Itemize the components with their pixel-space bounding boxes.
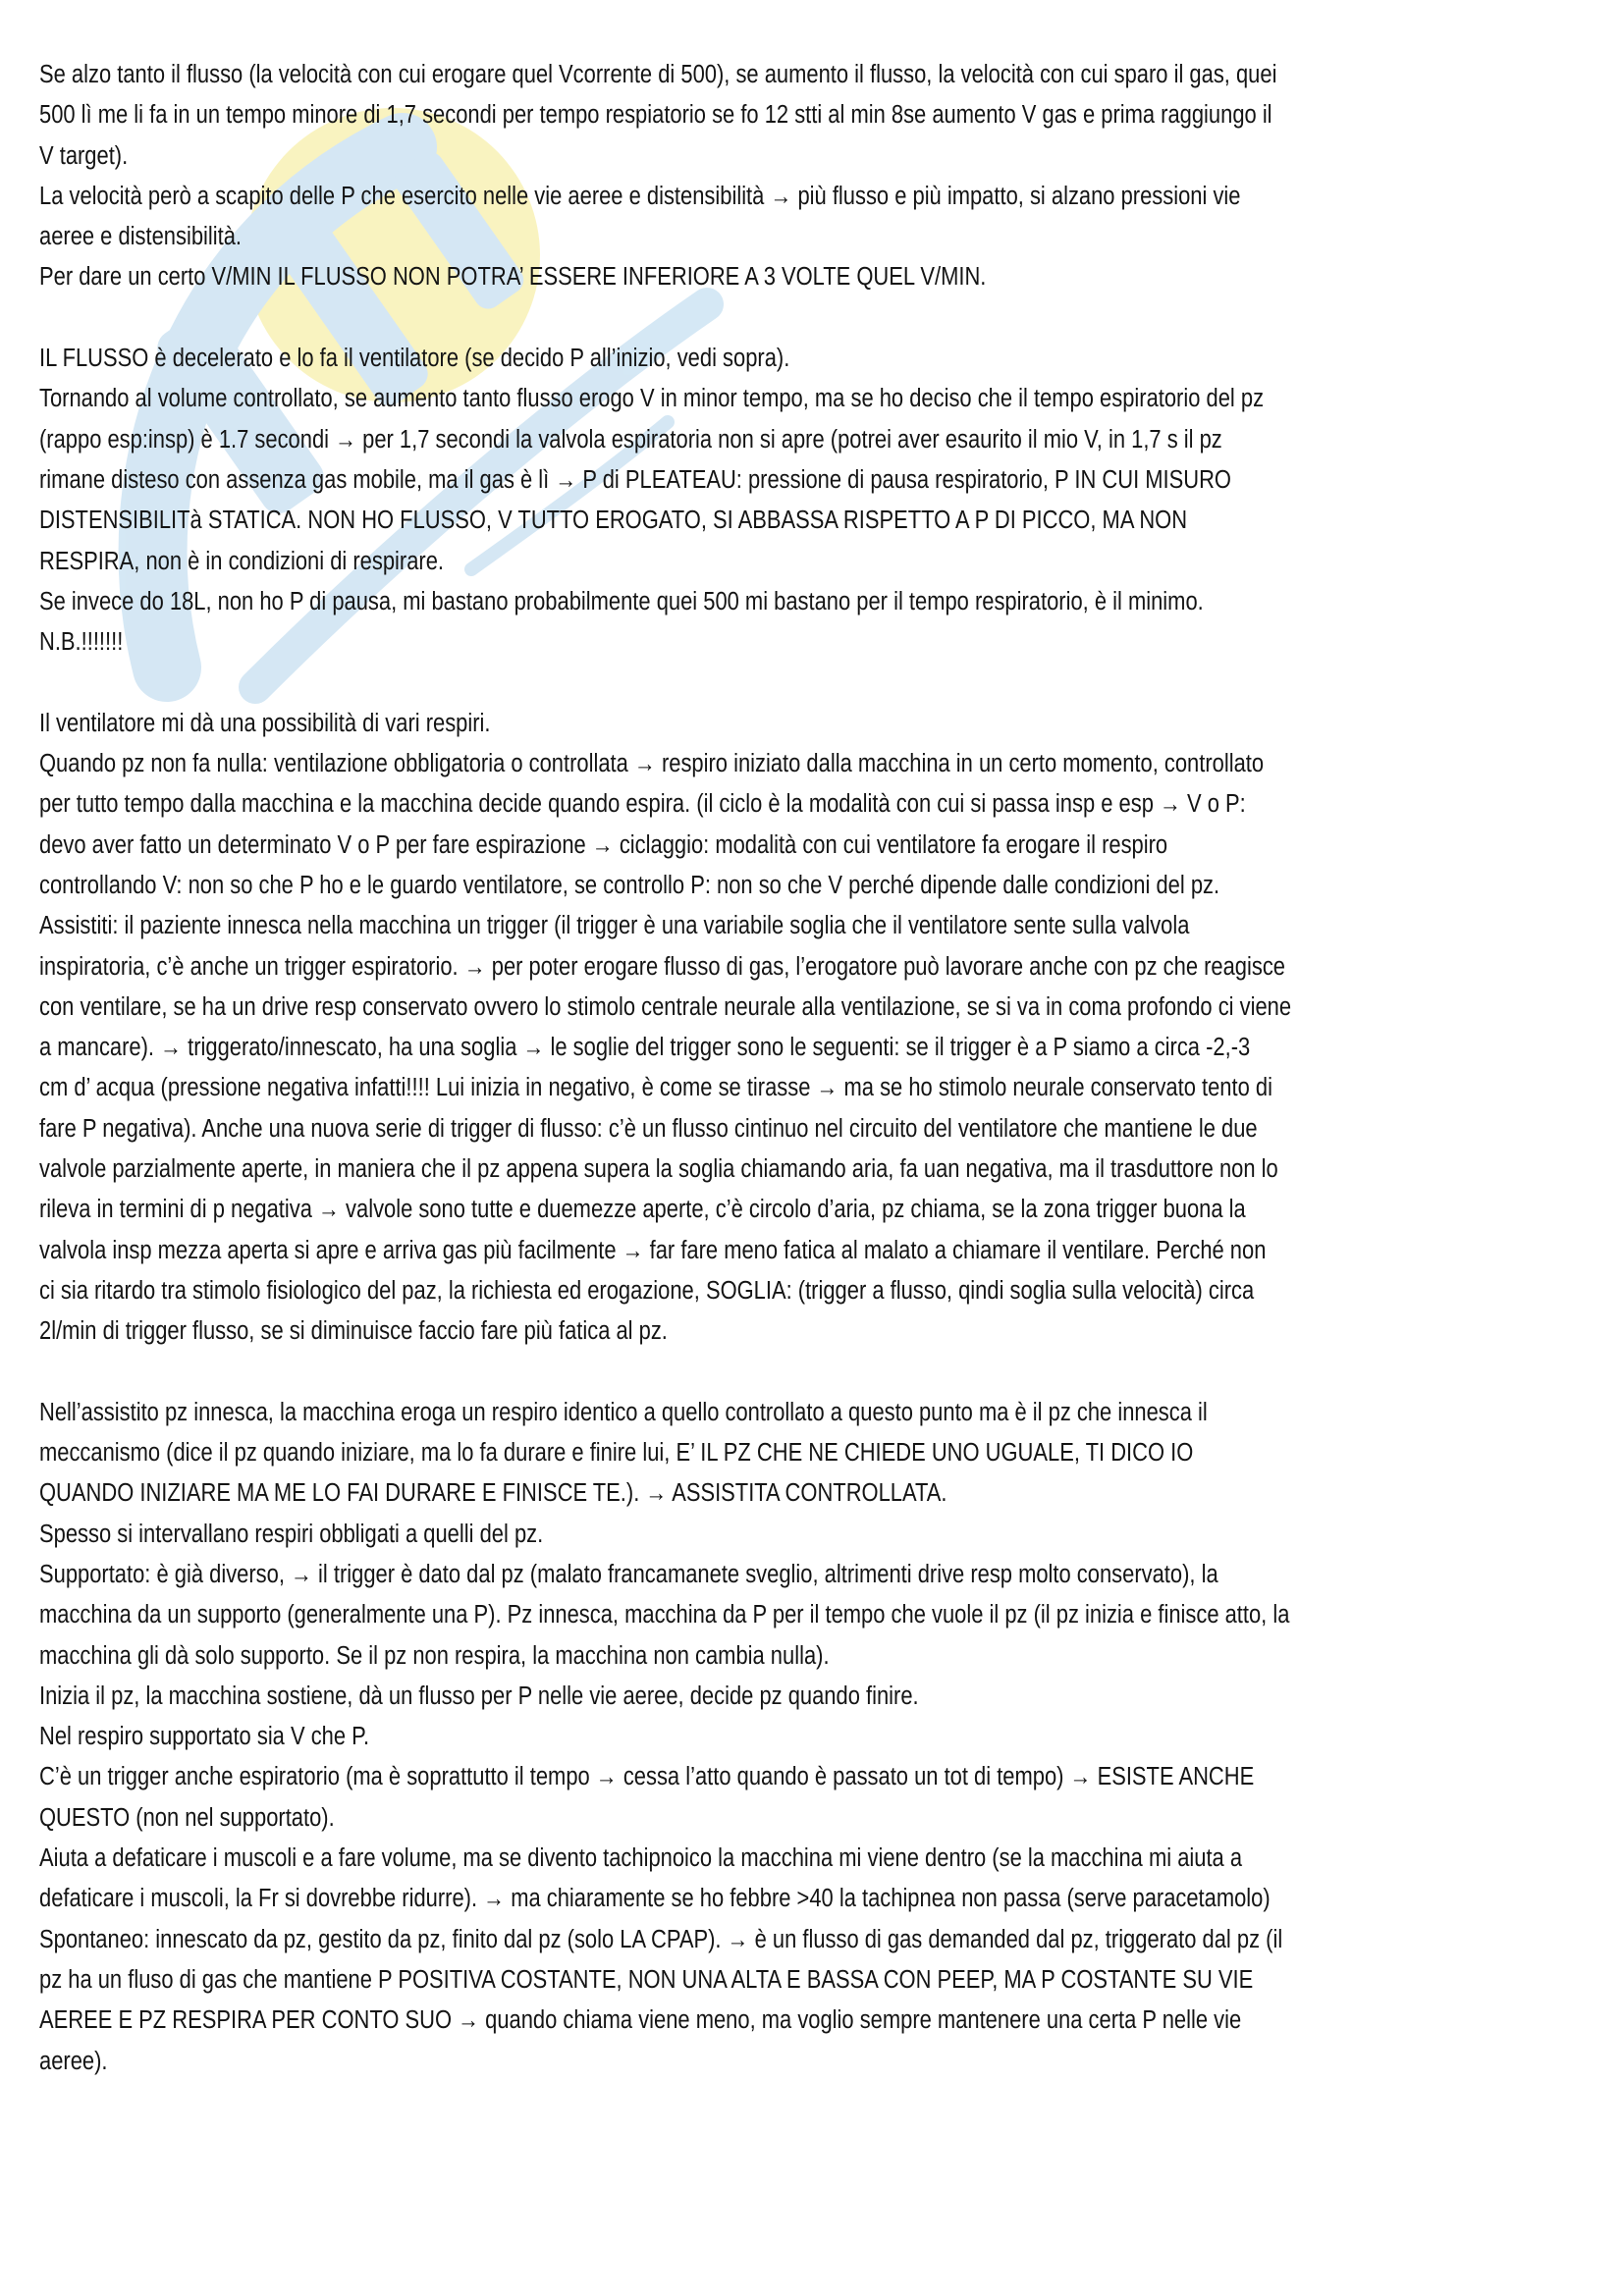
text-line: Il ventilatore mi dà una possibilità di vari respiri. (39, 709, 491, 737)
text-line: devo aver fatto un determinato V o P per fare espirazione → ciclaggio: modalità con cui ventilatore fa erogare il respiro (39, 830, 1168, 859)
text-line: Se invece do 18L, non ho P di pausa, mi bastano probabilmente quei 500 mi bastano per il tempo respiratorio, è il minimo. (39, 587, 1204, 615)
text-line: macchina da un supporto (generalmente una P). Pz innesca, macchina da P per il tempo che vuole il pz (il pz inizia e finisce atto, la (39, 1601, 1290, 1629)
text-line: rileva in termini di p negativa → valvole sono tutte e duemezze aperte, c’è circolo d’aria, pz chiama, se la zona trigger buona la (39, 1196, 1246, 1224)
text-line: cm d’ acqua (pressione negativa infatti!!!! Lui inizia in negativo, è come se tirasse → ma se ho stimolo neurale conservato tento di (39, 1074, 1272, 1102)
text-line: macchina gli dà solo supporto. Se il pz non respira, la macchina non cambia nulla). (39, 1641, 830, 1670)
blank-line (39, 663, 1289, 703)
text-line: Assistiti: il paziente innesca nella macchina un trigger (il trigger è una variabile soglia che il ventilatore sente sulla valvola (39, 912, 1190, 940)
text-line: defaticare i muscoli, la Fr si dovrebbe ridurre). → ma chiaramente se ho febbre >40 la tachipnea non passa (serve paracetamolo) (39, 1885, 1271, 1913)
text-line: valvole parzialmente aperte, in maniera che il pz appena supera la soglia chiamando aria, fa uan negativa, ma il trasduttore non lo (39, 1155, 1278, 1184)
text-line: inspiratoria, c’è anche un trigger espiratorio. → per poter erogare flusso di gas, l’erogatore può lavorare anche con pz che reagisce (39, 952, 1285, 981)
text-line: con ventilare, se ha un drive resp conservato ovvero lo stimolo centrale neurale alla ventilazione, se si va in coma profondo ci viene (39, 992, 1292, 1021)
text-line: RESPIRA, non è in condizioni di respirare. (39, 547, 445, 575)
text-line: Spontaneo: innescato da pz, gestito da pz, finito dal pz (solo LA CPAP). → è un flusso di gas demanded dal pz, triggerato dal pz (il (39, 1925, 1283, 1953)
text-line: IL FLUSSO è decelerato e lo fa il ventilatore (se decido P all’inizio, vedi sopra). (39, 345, 790, 373)
text-line: valvola insp mezza aperta si apre e arriva gas più facilmente → far fare meno fatica al malato a chiamare il ventilare. Perché non (39, 1236, 1267, 1264)
text-line: QUESTO (non nel supportato). (39, 1803, 335, 1832)
text-line: aeree). (39, 2047, 108, 2075)
text-line: Nel respiro supportato sia V che P. (39, 1723, 370, 1751)
text-line: fare P negativa). Anche una nuova serie di trigger di flusso: c’è un flusso cintinuo nel circuito del ventilatore che mantiene le due (39, 1114, 1258, 1143)
text-line: AEREE E PZ RESPIRA PER CONTO SUO → quando chiama viene meno, ma voglio sempre mantenere una certa P nelle vie (39, 2006, 1242, 2035)
text-line: N.B.!!!!!!! (39, 628, 124, 657)
blank-line (39, 1353, 1289, 1393)
text-line: per tutto tempo dalla macchina e la macchina decide quando espira. (il ciclo è la modalità con cui si passa insp e esp → V o P: (39, 790, 1246, 819)
text-line: Se alzo tanto il flusso (la velocità con cui erogare quel Vcorrente di 500), se aumento il flusso, la velocità con cui sparo il gas, quei (39, 61, 1277, 88)
text-line: Quando pz non fa nulla: ventilazione obbligatoria o controllata → respiro iniziato dalla macchina in un certo momento, controllato (39, 750, 1265, 778)
text-line: Per dare un certo V/MIN IL FLUSSO NON POTRA’ ESSERE INFERIORE A 3 VOLTE QUEL V/MIN. (39, 263, 987, 292)
text-line: 2l/min di trigger flusso, se si diminuisce faccio fare più fatica al pz. (39, 1317, 668, 1346)
text-line: QUANDO INIZIARE MA ME LO FAI DURARE E FINISCE TE.). → ASSISTITA CONTROLLATA. (39, 1479, 947, 1508)
text-line: La velocità però a scapito delle P che esercito nelle vie aeree e distensibilità → più flusso e più impatto, si alzano pressioni vie (39, 182, 1241, 210)
text-line: Aiuta a defaticare i muscoli e a fare volume, ma se divento tachipnoico la macchina mi viene dentro (se la macchina mi aiuta a (39, 1844, 1243, 1873)
document-body (39, 55, 1292, 2082)
text-line: aeree e distensibilità. (39, 223, 243, 251)
text-line: Supportato: è già diverso, → il trigger è dato dal pz (malato francamanete sveglio, altrimenti drive resp molto conservato), la (39, 1560, 1218, 1588)
text-line: (rappo esp:insp) è 1.7 secondi → per 1,7 secondi la valvola espiratoria non si apre (potrei aver esaurito il mio V, in 1,7 s il pz (39, 425, 1222, 454)
text-line: ci sia ritardo tra stimolo fisiologico del paz, la richiesta ed erogazione, SOGLIA: (trigger a flusso, qindi soglia sulla velocità) circa (39, 1276, 1255, 1305)
text-line: Tornando al volume controllato, se aumento tanto flusso erogo V in minor tempo, ma se ho deciso che il tempo espiratorio del pz (39, 385, 1265, 413)
text-line: C’è un trigger anche espiratorio (ma è soprattutto il tempo → cessa l’atto quando è passato un tot di tempo) → ESISTE ANCHE (39, 1763, 1255, 1791)
text-line: V target). (39, 141, 129, 170)
text-line: rimane disteso con assenza gas mobile, ma il gas è lì → P di PLEATEAU: pressione di pausa respiratorio, P IN CUI MISURO (39, 465, 1231, 494)
text-line: DISTENSIBILITà STATICA. NON HO FLUSSO, V TUTTO EROGATO, SI ABBASSA RISPETTO A P DI PICCO, MA NON (39, 507, 1188, 535)
text-line: 500 lì me li fa in un tempo minore di 1,7 secondi per tempo respiatorio se fo 12 stti al min 8se aumento V gas e prima raggiungo il (39, 101, 1272, 130)
text-line: a mancare). → triggerato/innescato, ha una soglia → le soglie del trigger sono le seguenti: se il trigger è a P siamo a circa -2,-3 (39, 1034, 1251, 1062)
text-line: controllando V: non so che P ho e le guardo ventilatore, se controllo P: non so che V perché dipende dalle condizioni del pz. (39, 871, 1220, 899)
text-line: Nell’assistito pz innesca, la macchina eroga un respiro identico a quello controllato a questo punto ma è il pz che innesca il (39, 1398, 1208, 1426)
text-line: meccanismo (dice il pz quando iniziare, ma lo fa durare e finire lui, E’ IL PZ CHE NE CHIEDE UNO UGUALE, TI DICO IO (39, 1439, 1194, 1468)
text-line: pz ha un fluso di gas che mantiene P POSITIVA COSTANTE, NON UNA ALTA E BASSA CON PEEP, MA P COSTANTE SU VIE (39, 1965, 1254, 1994)
text-line: Inizia il pz, la macchina sostiene, dà un flusso per P nelle vie aeree, decide pz quando finire. (39, 1682, 919, 1710)
blank-line (39, 298, 1289, 339)
text-line: Spesso si intervallano respiri obbligati a quelli del pz. (39, 1520, 544, 1548)
